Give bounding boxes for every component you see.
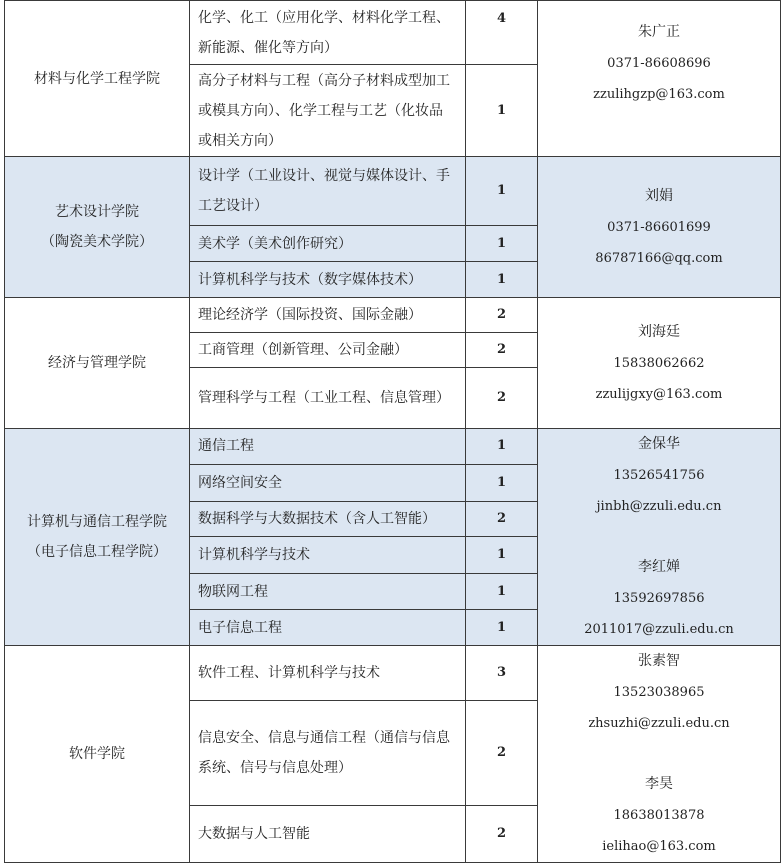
contact-email: 2011017@zzuli.edu.cn — [584, 622, 734, 637]
major-cell: 管理科学与工程（工业工程、信息管理） — [190, 368, 466, 429]
count-cell: 2 — [466, 501, 538, 537]
contact-email: ielihao@163.com — [602, 839, 716, 854]
table-row — [5, 157, 781, 226]
contact-phone: 0371-86608696 — [607, 56, 711, 71]
contact-cell — [538, 646, 781, 863]
contact-name: 李昊 — [645, 776, 673, 792]
count-cell: 1 — [466, 464, 538, 501]
count-cell: 2 — [466, 806, 538, 863]
contact-cell — [538, 157, 781, 298]
college-cell — [5, 157, 190, 298]
college-name: 计算机与通信工程学院 — [27, 514, 167, 530]
major-cell: 美术学（美术创作研究） — [190, 226, 466, 262]
count-cell: 1 — [466, 537, 538, 574]
contact-name: 刘娟 — [645, 187, 673, 204]
major-cell: 工商管理（创新管理、公司金融） — [190, 333, 466, 368]
table-row — [5, 646, 781, 701]
table-row — [5, 298, 781, 333]
contact-phone: 18638013878 — [613, 808, 705, 823]
major-cell: 化学、化工（应用化学、材料化学工程、新能源、催化等方向） — [190, 1, 466, 65]
contact-name: 金保华 — [638, 436, 680, 452]
count-cell: 2 — [466, 298, 538, 333]
major-cell: 通信工程 — [190, 429, 466, 465]
major-cell: 电子信息工程 — [190, 610, 466, 646]
major-cell: 软件工程、计算机科学与技术 — [190, 646, 466, 701]
major-cell: 设计学（工业设计、视觉与媒体设计、手工艺设计） — [190, 157, 466, 226]
contact-name: 张素智 — [638, 653, 680, 669]
count-cell: 1 — [466, 610, 538, 646]
major-cell: 理论经济学（国际投资、国际金融） — [190, 298, 466, 333]
college-alt-name: （电子信息工程学院） — [27, 544, 167, 560]
contact-email: zzulihgzp@163.com — [593, 87, 725, 102]
contact-name: 刘海廷 — [638, 323, 680, 340]
count-cell: 1 — [466, 262, 538, 298]
major-cell: 高分子材料与工程（高分子材料成型加工或模具方向）、化学工程与工艺（化妆品或相关方向） — [190, 65, 466, 157]
count-cell: 1 — [466, 157, 538, 226]
count-cell: 1 — [466, 65, 538, 157]
contact-name: 李红婵 — [638, 559, 680, 575]
college-cell — [5, 646, 190, 863]
major-cell: 大数据与人工智能 — [190, 806, 466, 863]
college-name: 艺术设计学院 — [55, 204, 139, 220]
contact-cell — [538, 429, 781, 646]
contact-email: zhsuzhi@zzuli.edu.cn — [588, 716, 730, 731]
major-cell: 计算机科学与技术 — [190, 537, 466, 574]
major-cell: 物联网工程 — [190, 574, 466, 610]
contact-phone: 13592697856 — [613, 591, 705, 606]
college-cell — [5, 298, 190, 429]
contact-phone: 13523038965 — [613, 685, 705, 700]
count-cell: 1 — [466, 429, 538, 465]
college-name: 经济与管理学院 — [48, 355, 146, 371]
major-cell: 数据科学与大数据技术（含人工智能） — [190, 501, 466, 537]
count-cell: 2 — [466, 368, 538, 429]
college-cell — [5, 429, 190, 646]
count-cell: 4 — [466, 1, 538, 65]
contact-cell — [538, 1, 781, 157]
college-name: 软件学院 — [69, 746, 125, 762]
contact-phone: 0371-86601699 — [607, 219, 711, 235]
contact-phone: 13526541756 — [613, 468, 705, 483]
contact-phone: 15838062662 — [613, 355, 705, 371]
contact-name: 朱广正 — [638, 24, 680, 40]
major-cell: 网络空间安全 — [190, 464, 466, 501]
recruitment-table — [4, 0, 781, 863]
count-cell: 2 — [466, 333, 538, 368]
contact-email: zzulijgxy@163.com — [595, 386, 723, 402]
table-row — [5, 1, 781, 65]
contact-email: jinbh@zzuli.edu.cn — [596, 499, 722, 514]
count-cell: 2 — [466, 700, 538, 805]
college-name: 材料与化学工程学院 — [34, 70, 160, 87]
count-cell: 3 — [466, 646, 538, 701]
major-cell: 信息安全、信息与通信工程（通信与信息系统、信号与信息处理） — [190, 700, 466, 805]
contact-email: 86787166@qq.com — [595, 250, 723, 266]
college-cell — [5, 1, 190, 157]
college-alt-name: （陶瓷美术学院） — [41, 234, 153, 250]
contact-cell — [538, 298, 781, 429]
count-cell: 1 — [466, 574, 538, 610]
table-row — [5, 429, 781, 465]
major-cell: 计算机科学与技术（数字媒体技术） — [190, 262, 466, 298]
count-cell: 1 — [466, 226, 538, 262]
